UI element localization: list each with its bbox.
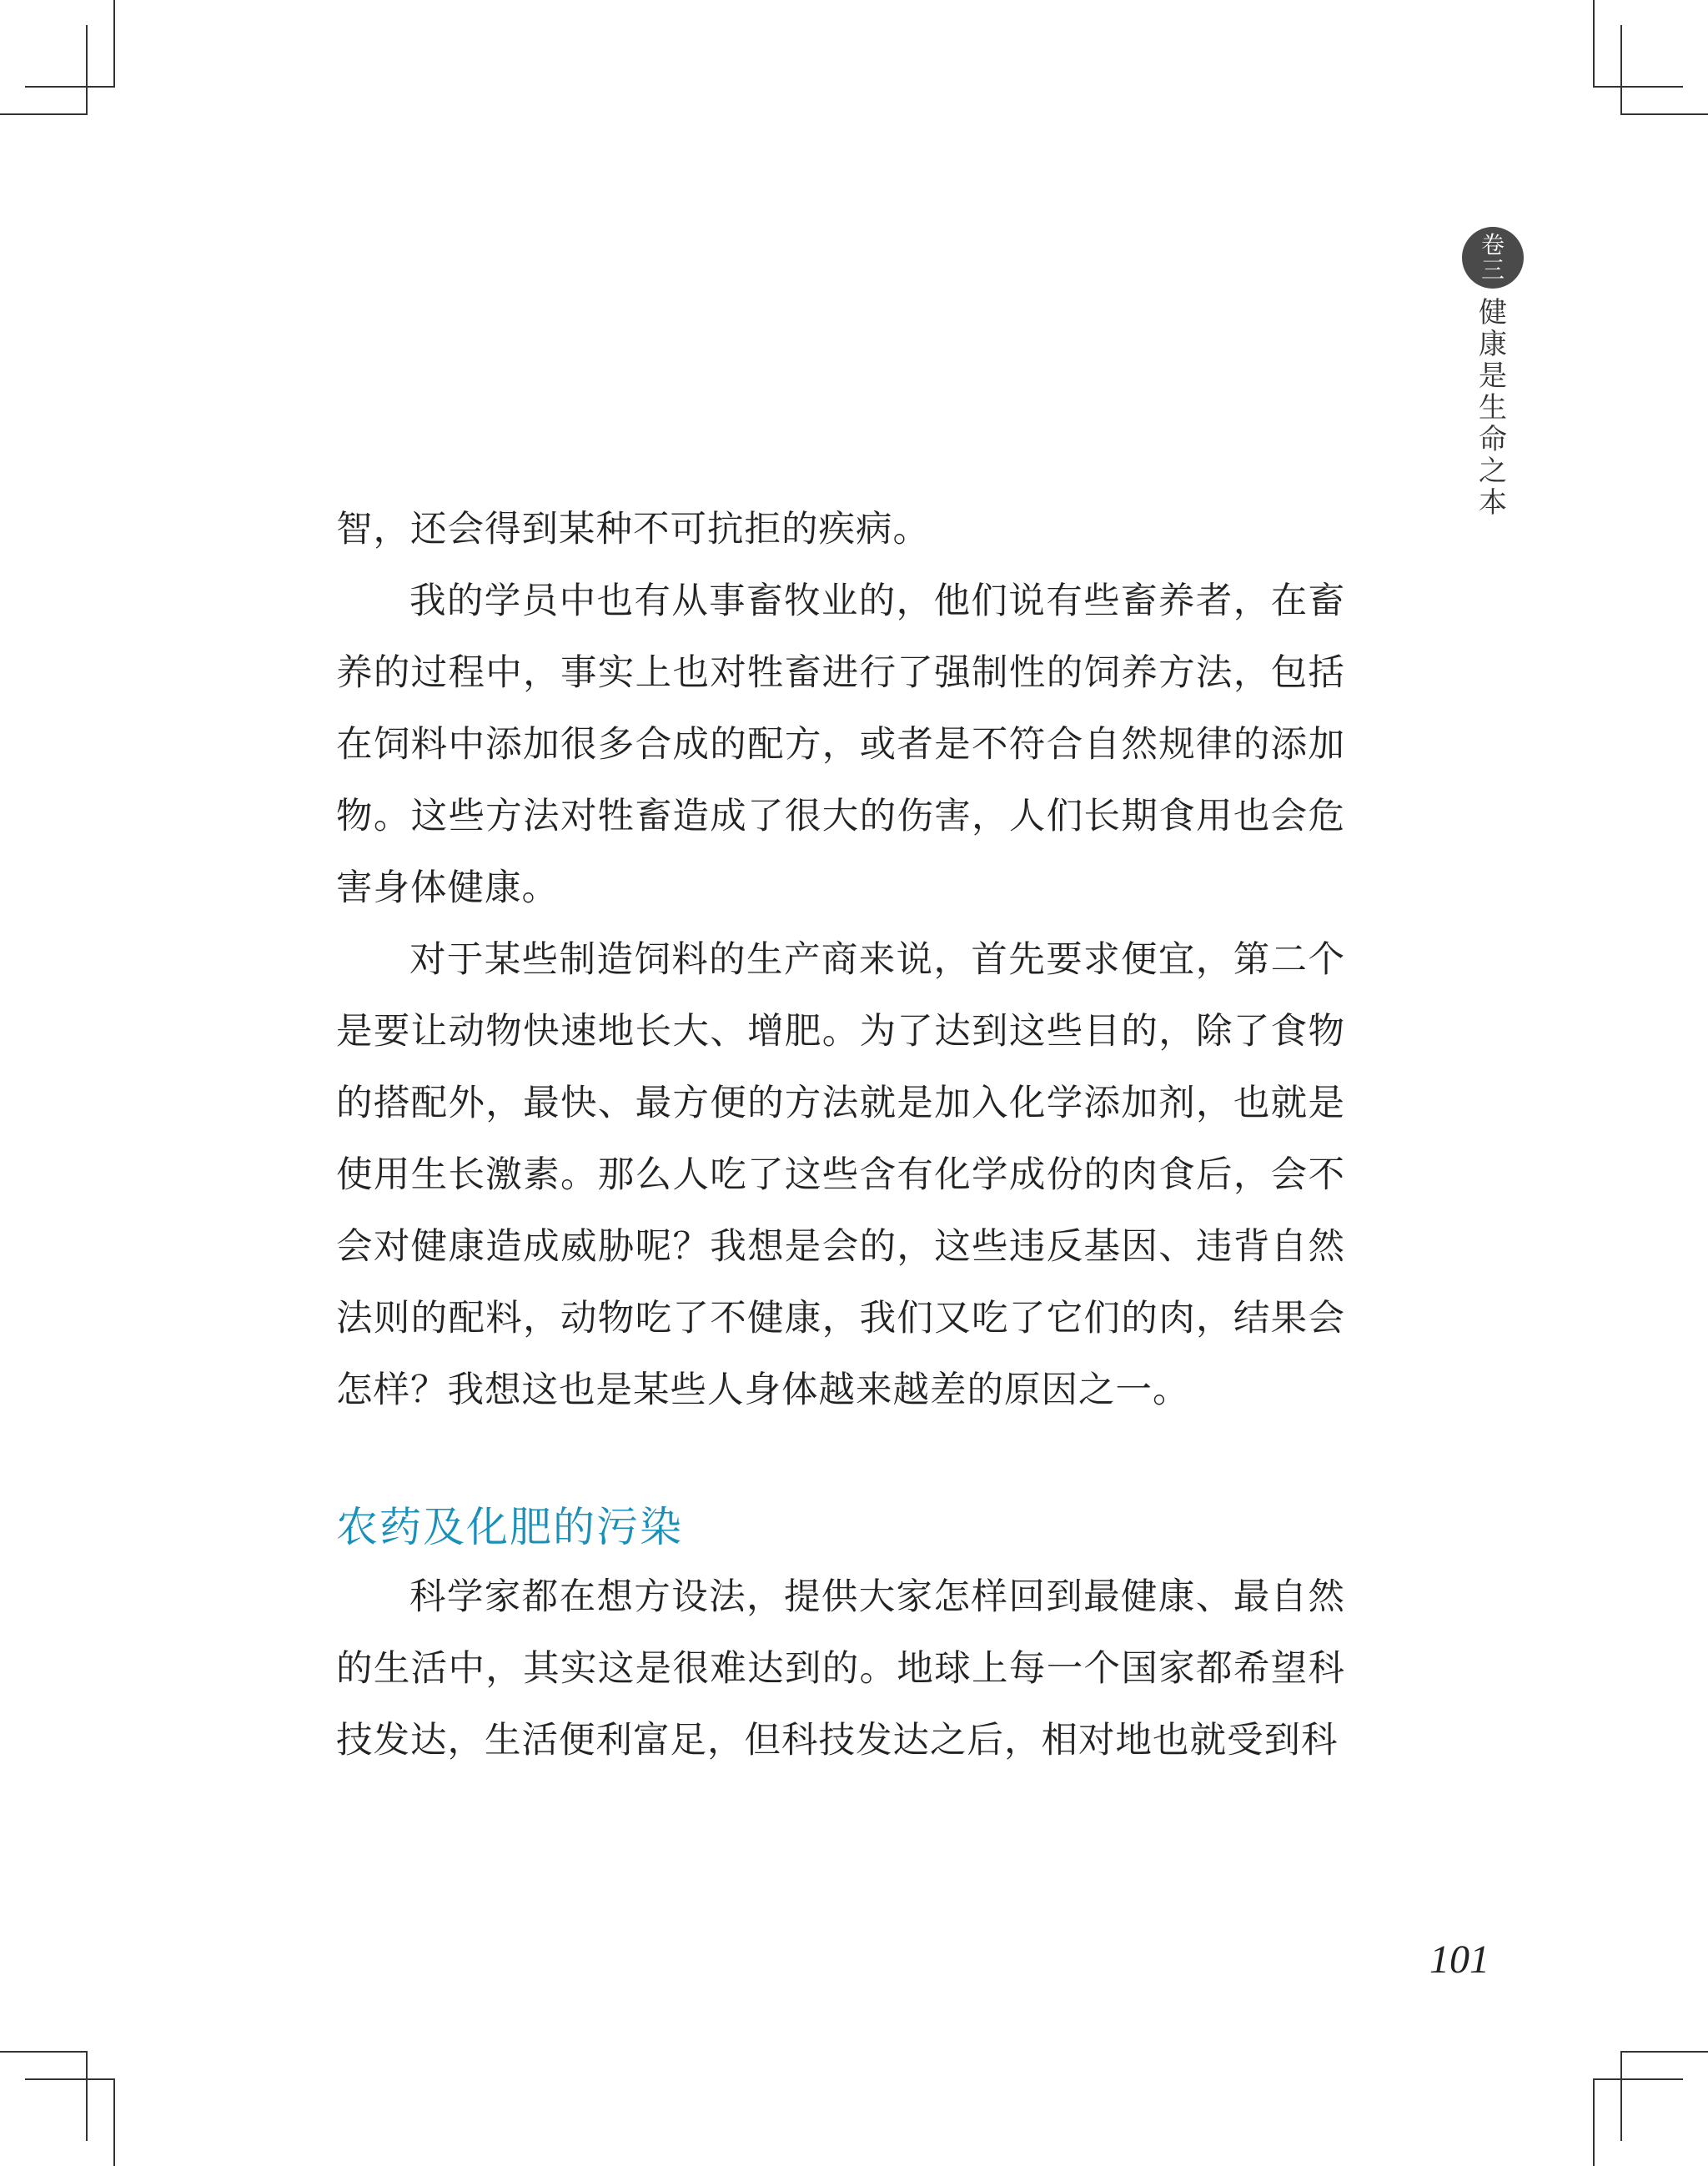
paragraph: 对于某些制造饲料的生产商来说，首先要求便宜，第二个是要让动物快速地长大、增肥。为了达到这些目的，除了食物的搭配外，最快、最方便的方法就是加入化学添加剂，也就是使用生长激素。那么人吃了这些含有化学成份的肉食后，会不会对健康造成威胁呢？我想是会的，这些违反基因、违背自然法则的配料，动物吃了不健康，我们又吃了它们的肉，结果会怎样？我想这也是某些人身体越来越差的原因之一。 bbox=[336, 939, 1345, 1411]
paragraph: 我的学员中也有从事畜牧业的，他们说有些畜养者，在畜养的过程中，事实上也对牲畜进行了强制性的饲养方法，包括在饲料中添加很多合成的配方，或者是不符合自然规律的添加物。这些方法对牲畜造成了很大的伤害，人们长期食用也会危害身体健康。 bbox=[336, 580, 1345, 909]
crop-mark bbox=[86, 2051, 88, 2141]
volume-label-char: 卷 bbox=[1480, 231, 1505, 259]
chapter-title-char: 健 bbox=[1479, 296, 1507, 329]
crop-mark bbox=[0, 2051, 86, 2053]
paragraph: 智，还会得到某种不可抗拒的疾病。 bbox=[336, 509, 930, 550]
crop-mark bbox=[1622, 113, 1708, 115]
chapter-title-char: 命 bbox=[1479, 423, 1507, 456]
crop-mark bbox=[25, 86, 115, 88]
chapter-title-char: 本 bbox=[1479, 486, 1507, 520]
crop-mark bbox=[1622, 2051, 1708, 2053]
chapter-title-vertical bbox=[1479, 297, 1507, 519]
volume-badge bbox=[1462, 227, 1524, 289]
crop-mark bbox=[1620, 2051, 1622, 2141]
paragraph: 科学家都在想方设法，提供大家怎样回到最健康、最自然的生活中，其实这是很难达到的。地球上每一个国家都希望科技发达，生活便利富足，但科技发达之后，相对地也就受到科 bbox=[336, 1576, 1345, 1761]
crop-mark bbox=[25, 2078, 115, 2080]
chapter-title-char: 是 bbox=[1479, 359, 1507, 393]
crop-mark bbox=[1620, 25, 1622, 115]
volume-label-char: 三 bbox=[1480, 256, 1505, 284]
page-number: 101 bbox=[1429, 1937, 1489, 1982]
body-text bbox=[336, 494, 1345, 1777]
crop-mark bbox=[86, 25, 88, 115]
crop-mark bbox=[0, 113, 86, 115]
crop-mark bbox=[1593, 2080, 1595, 2166]
chapter-title-char: 生 bbox=[1479, 391, 1507, 425]
crop-mark bbox=[113, 2080, 115, 2166]
chapter-side-tab bbox=[1461, 227, 1525, 519]
crop-mark bbox=[1593, 86, 1683, 88]
crop-mark bbox=[113, 0, 115, 86]
section-heading: 农药及化肥的污染 bbox=[336, 1503, 683, 1551]
chapter-title-char: 之 bbox=[1479, 455, 1507, 488]
crop-mark bbox=[1593, 2078, 1683, 2080]
crop-mark bbox=[1593, 0, 1595, 86]
chapter-title-char: 康 bbox=[1479, 328, 1507, 361]
